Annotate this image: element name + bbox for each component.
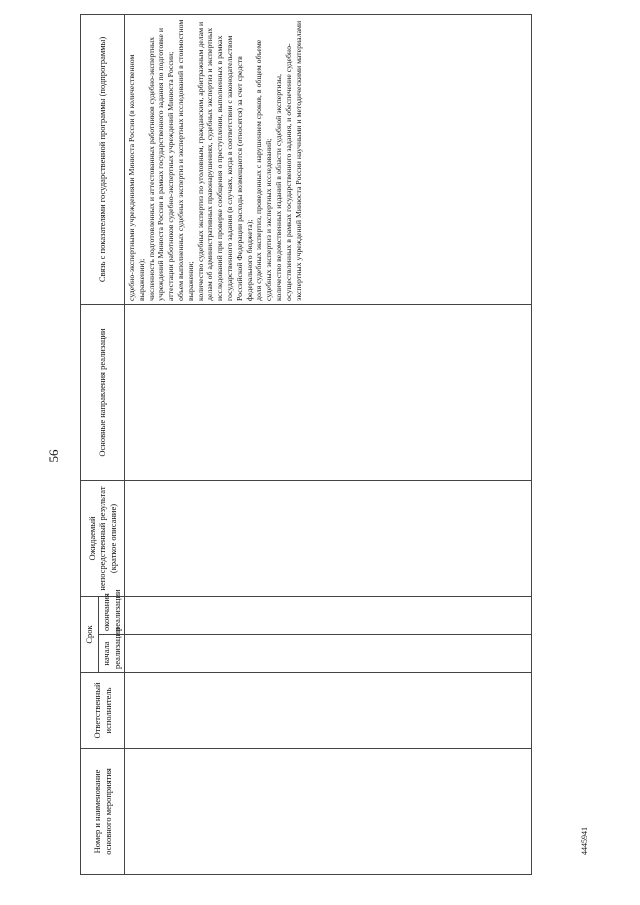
measures-table: [80, 14, 532, 875]
header-measure: Номер и наименование основного мероприятия: [81, 749, 125, 875]
rotated-page-content: [80, 15, 555, 875]
page-number: 56: [46, 449, 61, 463]
cell-term-start: [125, 635, 532, 673]
cell-result: [125, 481, 532, 597]
cell-measure: [125, 749, 532, 875]
cell-link: [125, 15, 532, 305]
link-item: доля судебных экспертиз, проведенных с нарушением сроков, в общем объеме судебных экспертиз и экспертных исследований;: [254, 39, 274, 301]
link-item: судебно-экспертными учреждениями Минюста России (в количественном выражении);: [127, 54, 146, 301]
header-executor: Ответственный исполнитель: [81, 673, 125, 749]
cell-term-end: [125, 597, 532, 635]
header-term-start: начала реализации: [99, 635, 125, 673]
header-result: Ожидаемый непосредственный результат (краткое описание): [81, 481, 125, 597]
header-term-end: окончания реализации: [99, 597, 125, 635]
link-item: количество судебных экспертиз по уголовным, гражданским, арбитражным делам и делам об административных правонарушениях, судебных экспертиз и экспертных исследований при проверке сообщения о преступлении, выполненных в рамках государственного задания (в случаях, когда в соответствии с законодательством Российской Федерации расходы возмещаются (относятся) за счет средств федерального бюджета);: [195, 21, 254, 301]
document-code: 4445941: [580, 827, 589, 855]
header-term: Срок: [81, 597, 99, 673]
link-item: объем выполненных судебных экспертиз и экспертных исследований в стоимостном выражении;: [175, 19, 195, 301]
cell-directions: [125, 305, 532, 481]
header-directions: Основные направления реализации: [81, 305, 125, 481]
link-item: численность подготовленных и аттестованных работников судебно-экспертных учреждений Минюста России в рамках государственного задания по подготовке и аттестации работников судебно-экспертных учреждений Минюста России;: [146, 27, 176, 301]
link-item: количество ведомственных изданий в области судебной экспертизы, осуществленных в рамках государственного задания, и обеспечение судебно-экспертных учреждений Минюста России научными и методическими материалами: [273, 20, 303, 301]
cell-executor: [125, 673, 532, 749]
header-link: Связь с показателями государственной программы (подпрограммы): [81, 15, 125, 305]
